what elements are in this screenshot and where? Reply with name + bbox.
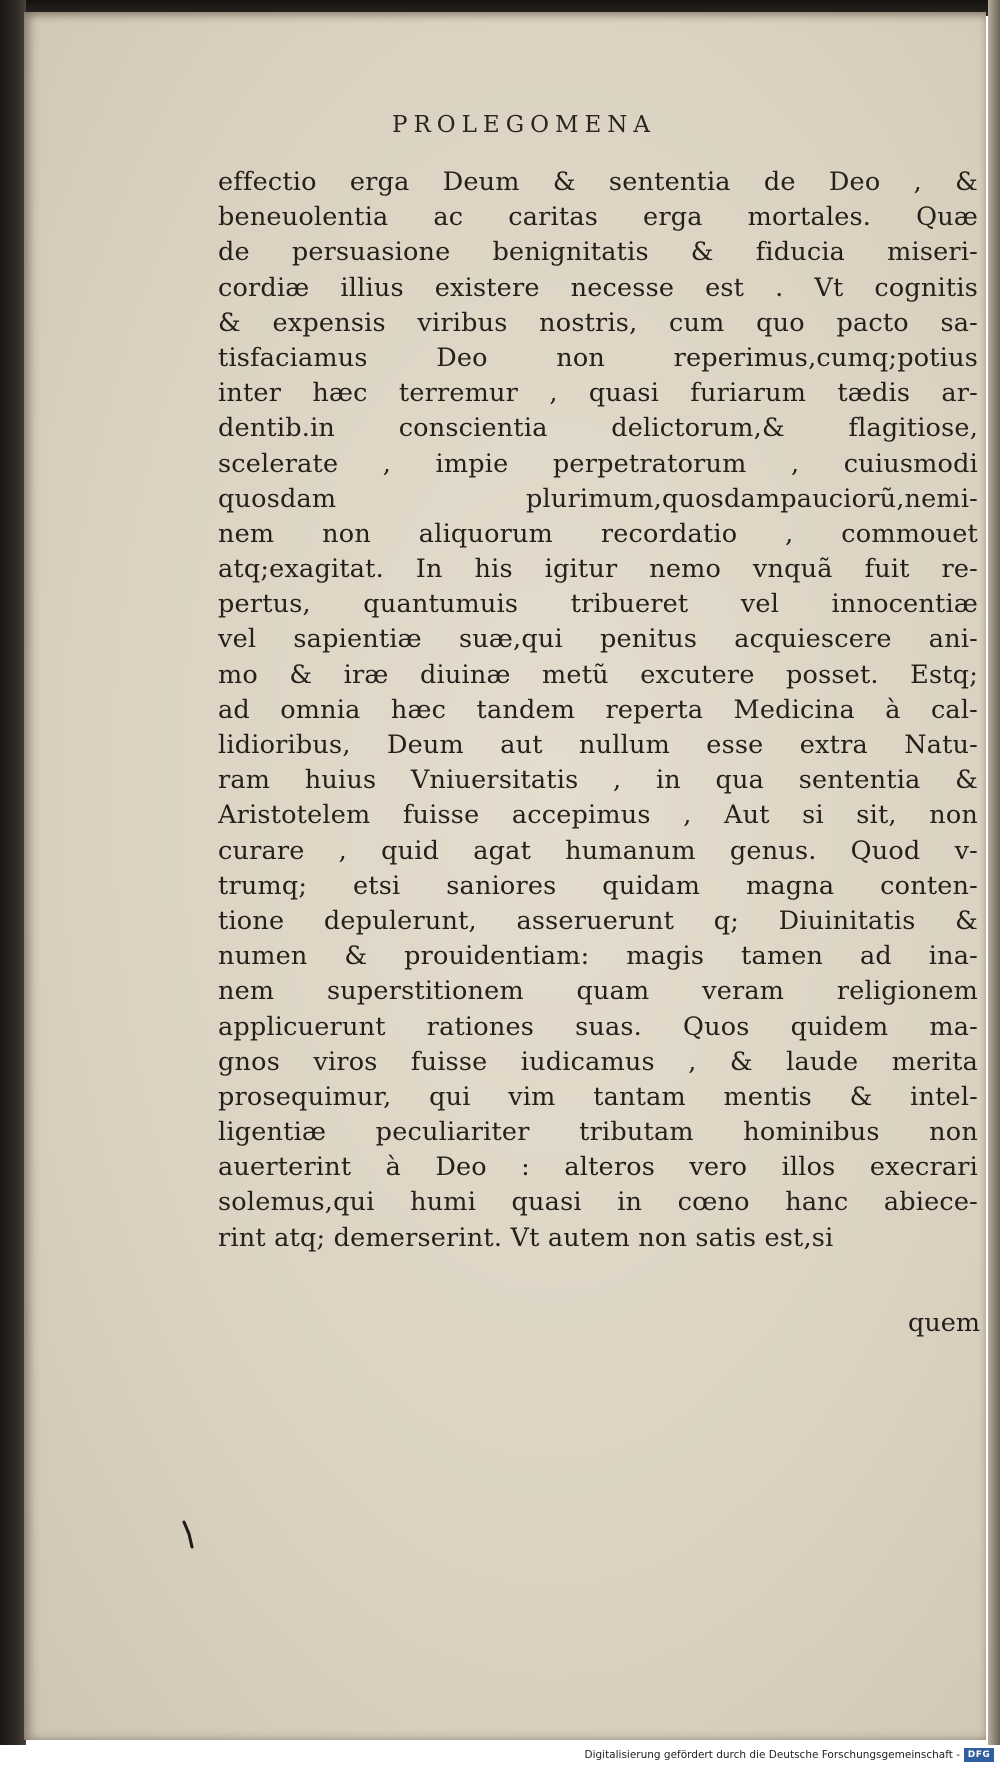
text-line: numen & prouidentiam: magis tamen ad ina- — [218, 941, 978, 972]
text-line: quosdam plurimum,quosdampauciorũ,nemi- — [218, 483, 978, 514]
text-line: pertus, quantumuis tribueret vel innocentiæ — [218, 589, 978, 620]
funding-credit: Digitalisierung gefördert durch die Deutsche Forschungsgemeinschaft - — [584, 1749, 960, 1761]
text-line: tisfaciamus Deo non reperimus,cumq;potius — [218, 342, 978, 373]
text-line: vel sapientiæ suæ,qui penitus acquiescere ani- — [218, 624, 978, 655]
text-line: atq;exagitat. In his igitur nemo vnquã fuit re- — [218, 554, 978, 585]
dfg-logo-icon: DFG — [964, 1748, 994, 1762]
book-binding-edge — [0, 0, 26, 1745]
ink-speck-icon — [180, 1520, 198, 1550]
text-line: effectio erga Deum & sententia de Deo , & — [218, 167, 978, 197]
text-line: & expensis viribus nostris, cum quo pacto sa- — [218, 307, 978, 338]
text-line: tione depulerunt, asseruerunt q; Diuinitatis & — [218, 905, 978, 936]
text-line: Aristotelem fuisse accepimus , Aut si sit, non — [218, 800, 978, 831]
text-line: ligentiæ peculiariter tributam hominibus non — [218, 1117, 978, 1148]
text-line: nem non aliquorum recordatio , commouet — [218, 518, 978, 549]
text-line: applicuerunt rationes suas. Quos quidem ma- — [218, 1011, 978, 1042]
text-line: auerterint à Deo : alteros vero illos execrari — [218, 1152, 978, 1183]
text-line: rint atq; demerserint. Vt autem non satis est,si — [218, 1222, 834, 1253]
text-line: ram huius Vniuersitatis , in qua sententia & — [218, 765, 978, 796]
text-line: solemus,qui humi quasi in cœno hanc abiece- — [218, 1187, 978, 1218]
text-line: ad omnia hæc tandem reperta Medicina à cal- — [218, 694, 978, 725]
text-line: gnos viros fuisse iudicamus , & laude merita — [218, 1046, 978, 1077]
text-line: mo & iræ diuinæ metũ excutere posset. Estq; — [218, 659, 978, 690]
text-line: inter hæc terremur , quasi furiarum tædis ar- — [218, 378, 978, 409]
text-line: curare , quid agat humanum genus. Quod v- — [218, 835, 978, 866]
text-line: lidioribus, Deum aut nullum esse extra Natu- — [218, 730, 978, 760]
text-line: trumq; etsi saniores quidam magna conten- — [218, 870, 978, 901]
running-head: PROLEGOMENA — [392, 112, 657, 138]
book-page — [24, 12, 986, 1740]
text-line: nem superstitionem quam veram religionem — [218, 976, 978, 1007]
text-line: cordiæ illius existere necesse est . Vt cognitis — [218, 272, 978, 303]
text-line: prosequimur, qui vim tantam mentis & intel- — [218, 1081, 978, 1112]
text-line: scelerate , impie perpetratorum , cuiusmodi — [218, 448, 978, 479]
text-line: beneuolentia ac caritas erga mortales. Quæ — [218, 202, 978, 233]
page-fore-edge — [988, 0, 1000, 1745]
text-body — [218, 165, 978, 1256]
text-line: dentib.in conscientia delictorum,& flagitiose, — [218, 413, 978, 444]
catchword: quem — [908, 1308, 981, 1338]
text-line: de persuasione benignitatis & fiducia miseri- — [218, 237, 978, 268]
